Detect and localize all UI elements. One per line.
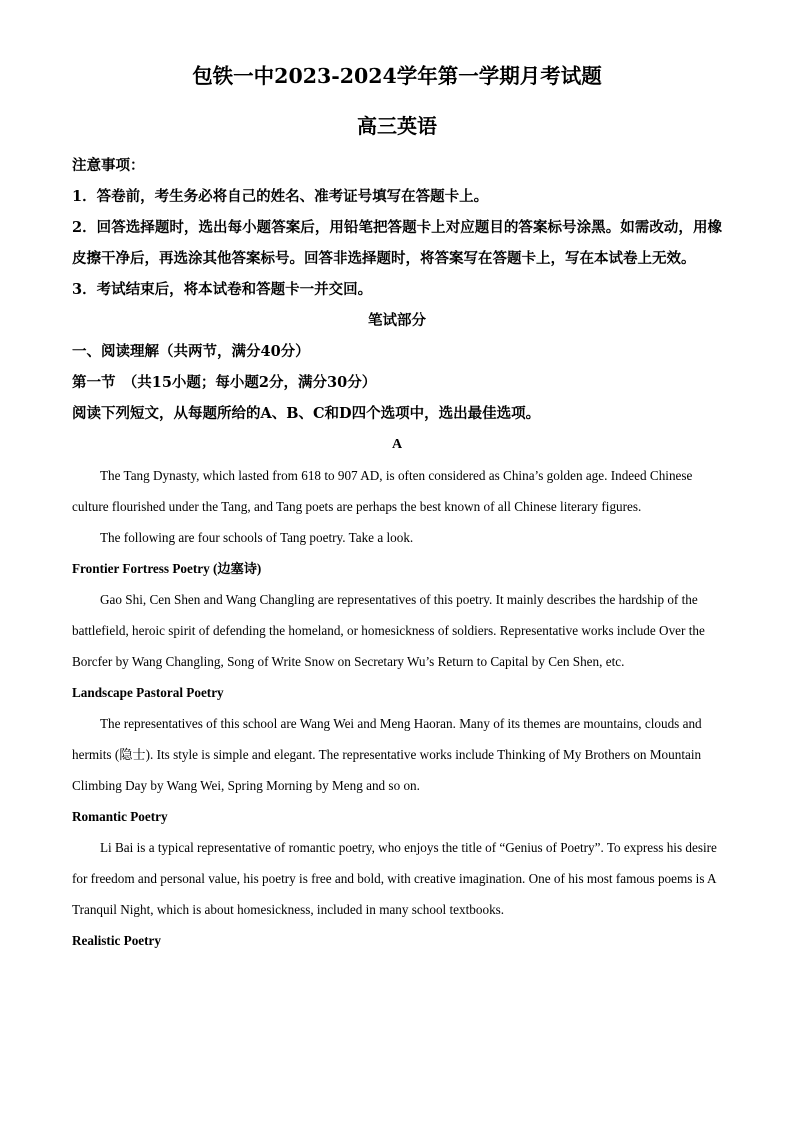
school-heading-frontier: Frontier Fortress Poetry (边塞诗) <box>72 561 262 576</box>
note-item-2: 2．回答选择题时，选出每小题答案后，用铅笔把答题卡上对应题目的答案标号涂黑。如需改动，用橡皮擦干净后，再选涂其他答案标号。回答非选择题时，将答案写在答题卡上，写在本试卷上无效。 <box>72 219 722 267</box>
school-heading-romantic: Romantic Poetry <box>72 809 168 824</box>
school-text-landscape: The representatives of this school are Wang Wei and Meng Haoran. Many of its themes are mountains, clouds and hermits (隐士). Its style is simple and elegant. The representative works include Thinking of My Brothers on Mountain Climbing Day by Wang Wei, Spring Morning by Meng and so on. <box>72 716 702 793</box>
exam-page <box>72 62 722 956</box>
school-text-romantic: Li Bai is a typical representative of romantic poetry, who enjoys the title of “Genius of Poetry”. To express his desire for freedom and personal value, his poetry is free and bold, with creative imagination. One of his most famous poems is A Tranquil Night, which is about homesickness, included in many school textbooks. <box>72 840 717 917</box>
note-item-3: 3．考试结束后，将本试卷和答题卡一并交回。 <box>72 281 373 298</box>
school-heading-landscape: Landscape Pastoral Poetry <box>72 685 224 700</box>
exam-subtitle: 高三英语 <box>357 114 437 138</box>
reading-instruction: 阅读下列短文，从每题所给的A、B、C和D四个选项中，选出最佳选项。 <box>72 405 541 422</box>
notes-heading: 注意事项： <box>72 157 145 174</box>
passage-intro-2: The following are four schools of Tang poetry. Take a look. <box>100 530 414 545</box>
part-one-heading: 一、阅读理解（共两节，满分40分） <box>72 343 310 360</box>
school-text-frontier: Gao Shi, Cen Shen and Wang Changling are representatives of this poetry. It mainly describes the hardship of the battlefield, heroic spirit of defending the homeland, or homesickness of soldiers. Representative works include Over the Borcfer by Wang Changling, Song of Write Snow on Secretary Wu’s Return to Capital by Cen Shen, etc. <box>72 592 705 669</box>
school-heading-realistic: Realistic Poetry <box>72 933 161 948</box>
passage-letter: A <box>391 437 403 452</box>
subsection-heading: 第一节 （共15小题；每小题2分，满分30分） <box>72 374 377 391</box>
part-heading: 笔试部分 <box>368 312 426 329</box>
exam-title: 包铁一中2023-2024学年第一学期月考试题 <box>192 64 602 88</box>
passage-intro-1: The Tang Dynasty, which lasted from 618 to 907 AD, is often considered as China’s golden age. Indeed Chinese culture flourished under the Tang, and Tang poets are perhaps the best known of all Chinese literary figures. <box>72 468 693 514</box>
note-item-1: 1．答卷前，考生务必将自己的姓名、准考证号填写在答题卡上。 <box>72 188 489 205</box>
